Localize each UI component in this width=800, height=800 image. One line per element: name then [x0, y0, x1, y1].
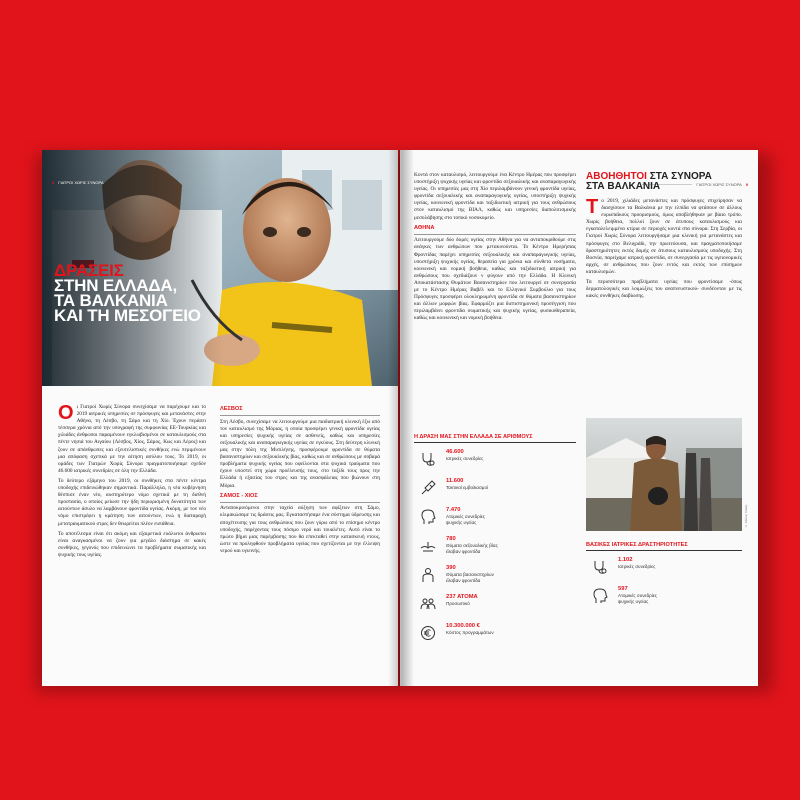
stat-desc: Κόστος προγραμμάτων [446, 630, 494, 635]
paragraph: Τα περισσότερα προβλήματα υγείας που φροντίσαμε -όπως δερματολογικές και λοιμώξεις του αναπνευστικού- συνδέονταν με τις κακές συνθήκες διαβίωσης. [586, 279, 742, 300]
running-head-text: ΓΙΑΤΡΟΙ ΧΩΡΙΣ ΣΥΝΟΡΑ [58, 180, 104, 185]
head-icon [592, 588, 608, 604]
group-icon [420, 596, 436, 612]
stat-value: 780 [446, 536, 456, 542]
hands-icon [420, 538, 436, 554]
person-icon [420, 567, 436, 583]
stat-desc: Ατομικές συνεδρίες ψυχικής υγείας [618, 593, 658, 604]
stethoscope-icon [420, 451, 436, 467]
camp-photo [586, 418, 742, 531]
stat-item [414, 622, 576, 651]
divider [220, 415, 380, 416]
article-column-4 [586, 198, 742, 303]
stat-value: 11.600 [446, 478, 464, 484]
running-head-text: ΓΙΑΤΡΟΙ ΧΩΡΙΣ ΣΥΝΟΡΑ [696, 182, 742, 187]
drop-cap: Ο [58, 402, 74, 424]
stat-desc: Θύματα σεξουαλικής βίας έλαβαν φροντίδα [446, 543, 498, 554]
page-number: 8 [52, 180, 55, 185]
stat-value: 7.470 [446, 507, 461, 513]
headline-line-4: ΚΑΙ ΤΗ ΜΕΣΟΓΕΙΟ [54, 306, 201, 325]
euro-icon [420, 625, 436, 641]
title-red-word: ΑΒΟΗΘΗΤΟΙ [586, 171, 647, 182]
stat-value: 237 ΑΤΟΜΑ [446, 594, 478, 600]
photo-credit: © Αλέκος Γιάκας [744, 504, 748, 528]
stat-item [414, 506, 576, 535]
section-title [586, 172, 746, 192]
title-line-2: ΣΤΑ ΒΑΛΚΑΝΙΑ [586, 181, 661, 192]
stat-value: 10.300.000 € [446, 623, 480, 629]
stat-desc: Προσωπικό [446, 601, 470, 606]
headline-line-2: ΣΤΗΝ ΕΛΛΑΔΑ, [54, 276, 177, 295]
left-page [42, 150, 398, 686]
stat-desc: Θύματα βασανιστηρίων έλαβαν φροντίδα [446, 572, 494, 583]
paragraph: Το δεύτερο εξάμηνο του 2019, οι συνθήκες στα πέντε κέντρα υποδοχής επιδεινώθηκαν σημαντικά. Παράλληλα, η νέα κυβέρνηση θέσπισε έναν νέο, αυστηρότερο νόμο σχετικά με τη διεθνή προστασία, ο οποίος μείωσε την ήδη περιορισμένη δυνατότητα των αιτούντων άσυλο να λαμβάνουν φροντίδα υγείας. Ακόμη, με τον νέο νόμο επιστρέφει η κράτηση των αιτούντων, ενώ η διαταραχή μετατραυματικού στρες δεν θεωρείται πλέον ευπάθεια. [58, 477, 206, 527]
stat-value: 597 [618, 586, 628, 592]
paragraph: Στη Λέσβο, συνεχίσαμε να λειτουργούμε μια παιδιατρική κλινική έξω από τον καταυλισμό της Μόριας, η οποία προσφέρει γενική φροντίδα υγείας και υπηρεσίες ψυχικής υγείας σε ασθενείς, καθώς και υπηρεσίες σεξουαλικής και αναπαραγωγικής υγείας σε εγκύους. Στη δεύτερη κλινική μας στην πόλη της Μυτιλήνης, προσφέρουμε φροντίδα σε θύματα βασανιστηρίων και σεξουαλικής βίας, καθώς και σε ανθρώπους με σοβαρά προβλήματα ψυχικής υγείας που οφείλονται στα ψυχικά τραύματα που έχουν υποστεί στη χώρα προέλευσής τους, στο ταξίδι τους προς την Ελλάδα ή εξαιτίας του στρες και της ανασφάλειας που βιώνουν στη Μόρια. [220, 418, 380, 489]
stats-list [414, 448, 576, 651]
stat-item [414, 564, 576, 593]
stat-item [414, 535, 576, 564]
stat-desc: Τακτικοί εμβολιασμοί [446, 485, 489, 490]
paragraph: Το αποτέλεσμα είναι ότι ακόμη και εξαιρετικά ευάλωτοι άνθρωποι είναι αναγκασμένοι να ζουν για μεγάλο διάστημα σε κακές συνθήκες, γεγονός που επιδεινώνει τα προβλήματα σωματικής και ψυχικής τους υγείας. [58, 530, 206, 558]
paragraph: Ανταποκρινόμενοι στην ταχεία αύξηση των αφίξεων στη Σάμο, κλιμακώσαμε τις δράσεις μας. Εγκαταστήσαμε ένα σύστημα ύδρευσης και αποχέτευσης για τους ανθρώπους που ζουν γύρω από το επίσημο κέντρο υποδοχής, παρέχοντας τους πόσιμο νερό και τουαλέτες. Αυτό είναι το πρώτο βήμα μιας παρέμβασης που θα επεκταθεί στην κατασκευή ντους, ώστε να προληφθούν προβλήματα υγείας που σχετίζονται με την έλλειψη νερού και υγιεινής. [220, 505, 380, 554]
stat-desc: Ιατρικές συνεδρίες [618, 564, 656, 569]
paragraph: ι Γιατροί Χωρίς Σύνορα συνεχίσαμε να παρέχουμε και το 2019 ιατρικές υπηρεσίες σε πρόσφυγες και μετανάστες στην Αθήνα, τη Λέσβο, τη Σάμο και τη Χίο. Έχουν περάσει τέσσερα χρόνια από την υπογραφή της συμφωνίας ΕΕ-Τουρκίας και χιλιάδες άνθρωποι παραμένουν εγκλωβισμένοι σε καταυλισμούς στα πέντε νησιά του Αιγαίου (Λέσβος, Χίος, Σάμος, Κως και Λέρος) και ζουν σε απάνθρωπες και εξευτελιστικές συνθήκες ενώ περιμένουν μια απόφαση σχετικά με την αίτηση ασύλου τους. Το 2019, οι ομάδες των Γιατρών Χωρίς Σύνορα πραγματοποιήσαμε σχεδόν 46.600 ιατρικές συνεδρίες σε όλη την Ελλάδα. [58, 404, 206, 474]
title-dark-word: ΣΤΑ ΣΥΝΟΡΑ [649, 171, 712, 182]
drop-cap: Τ [586, 196, 599, 218]
article-column-2 [220, 404, 380, 558]
stats-heading [414, 434, 576, 443]
page-headline [54, 263, 201, 323]
headline-line-1: ΔΡΑΣΕΙΣ [54, 261, 124, 280]
stat-item [414, 593, 576, 622]
stethoscope-icon [592, 559, 608, 575]
stat-value: 390 [446, 565, 456, 571]
head-icon [420, 509, 436, 525]
stat-desc: Ιατρικές συνεδρίες [446, 456, 484, 461]
paragraph: ο 2019, χιλιάδες μετανάστες και πρόσφυγες επιχείρησαν να διασχίσουν τα Βαλκάνια με την ελπίδα να φτάσουν σε άλλους ευρωπαϊκούς προορισμούς, όμως αποβλήθηκαν με βίαιο τρόπο. Χωρίς βοήθεια, πολλοί ζουν σε άτυπους καταυλισμούς και εγκαταλελειμμένα κτίρια σε περιοχές κοντά στα σύνορα. Στη Σερβία, οι Γιατροί Χωρίς Σύνορα λειτουργήσαμε μια κλινική για μετανάστες και πρόσφυγες στο Βελιγράδι, την πρωτεύουσα, και πραγματοποιήσαμε δραστηριότητες εκτός δομής σε άτυπους καταυλισμούς υποδοχής. Στη Βοσνία, παρείχαμε ιατρική φροντίδα, σε συνεργασία με τις υγειονομικές αρχές, σε ανθρώπους που ζουν εντός και εκτός των επίσημων καταυλισμών. [586, 198, 742, 275]
article-column-1 [58, 404, 206, 562]
activities-title: ΒΑΣΙΚΕΣ ΙΑΤΡΙΚΕΣ ΔΡΑΣΤΗΡΙΟΤΗΤΕΣ [586, 542, 742, 551]
divider [414, 234, 576, 235]
subheading-athens: ΑΘΗΝΑ [414, 224, 435, 231]
running-header-left [52, 180, 104, 185]
subheading-lesvos: ΛΕΣΒΟΣ [220, 406, 243, 412]
divider [220, 502, 380, 503]
stats-title: Η ΔΡΑΣΗ ΜΑΣ ΣΤΗΝ ΕΛΛΑΔΑ ΣΕ ΑΡΙΘΜΟΥΣ [414, 434, 576, 443]
subheading-samos-chios: ΣΑΜΟΣ - ΧΙΟΣ [220, 492, 258, 499]
stat-desc: Ατομικές συνεδρίες ψυχικής υγείας [446, 514, 486, 525]
right-page [400, 150, 758, 686]
headline-line-3: ΤΑ ΒΑΛΚΑΝΙΑ [54, 291, 168, 310]
page-number: 9 [745, 182, 748, 187]
spine-gutter [388, 150, 414, 686]
stat-item [586, 585, 742, 614]
stat-item [586, 556, 742, 585]
stat-value: 1.102 [618, 557, 633, 563]
stat-item [414, 477, 576, 506]
syringe-icon [420, 480, 436, 496]
stat-value: 46.600 [446, 449, 464, 455]
stat-item [414, 448, 576, 477]
activities-list [586, 556, 742, 614]
activities-heading [586, 542, 742, 551]
article-column-3 [414, 172, 576, 325]
paragraph: Λειτουργούμε δύο δομές υγείας στην Αθήνα για να ανταποκριθούμε στις ανάγκες των ανθρώπων που μετακινούνται. Το Κέντρο Ημερήσιας Φροντίδας παρέχει υπηρεσίες σεξουαλικής και αναπαραγωγικής υγείας, υποστήριξη ψυχικής υγείας, θεραπεία για χρόνια και σύνθετα νοσήματα, κοινωνική και νομική βοήθεια, καθώς και ταξιδιωτική ιατρική για ανθρώπους που σχεδιάζουν ν φύγουν από την Ελλάδα. Η Κλινική Αποκατάστασης Θυμάτων Βασανιστηρίων που λειτουργεί σε συνεργασία με το Κέντρο Ημέρας Βαβέλ και το Ελληνικό Συμβούλιο για τους Πρόσφυγες προσφέρει ολοκληρωμένη φροντίδα σε θύματα βασανιστηρίων και άλλων μορφών βίας. Εφαρμόζει μια διεπιστημονική προσέγγιση που περιλαμβάνει φροντίδα σωματικής και ψυχικής υγείας, φυσικοθεραπεία, καθώς και κοινωνική και νομική βοήθεια. [414, 237, 576, 322]
paragraph: Κοντά στον καταυλισμό, λειτουργούμε ένα Κέντρο Ημέρας που προσφέρει υποστήριξη ψυχικής υγείας και φροντίδα σεξουαλικής και αναπαραγωγικής υγείας. Οι υπηρεσίες μας στη Χίο περιλαμβάνουν γενική φροντίδα υγείας, φροντίδα σεξουαλικής και αναπαραγωγικής υγείας, υποστήριξη ψυχικής υγείας, κοινωνική φροντίδα και ταξιδιωτική ιατρική για τους ανθρώπους στον καταυλισμό της ΒΙΑΛ, καθώς και υπηρεσίες διαπολιτισμικής μεσολάβησης στο τοπικό νοσοκομείο. [414, 172, 576, 221]
